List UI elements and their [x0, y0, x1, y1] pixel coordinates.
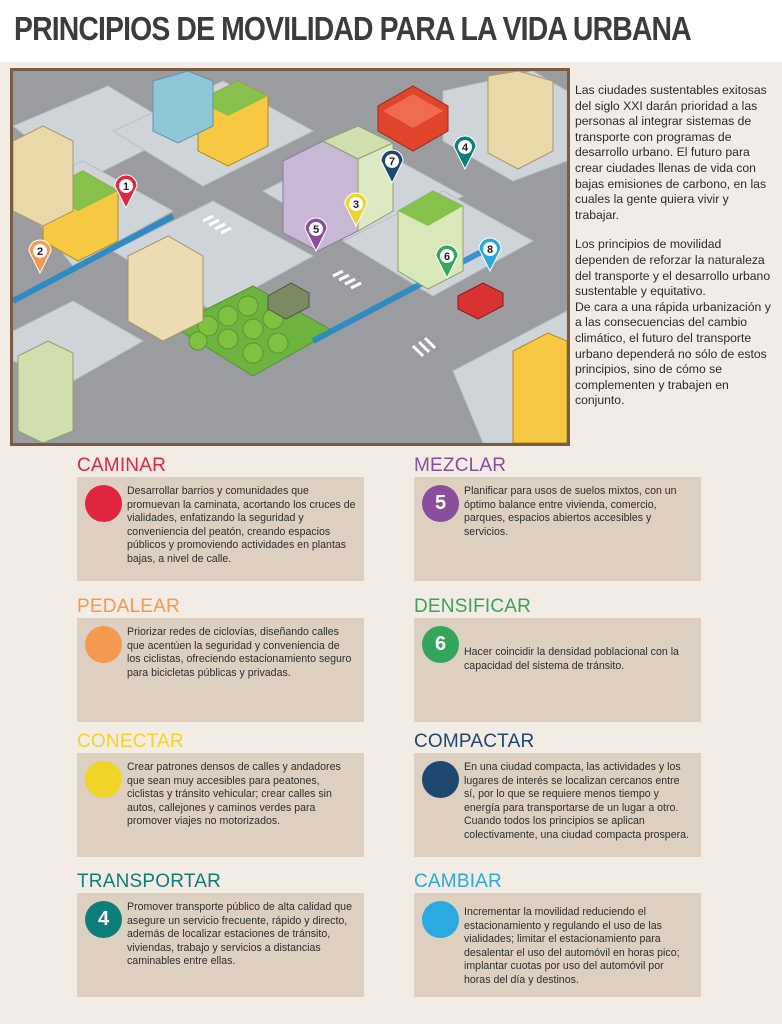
building [398, 191, 463, 289]
intro-text [575, 83, 775, 423]
principle-text: Hacer coincidir la densidad poblacional con la capacidad del sistema de tránsito. [464, 646, 679, 672]
principle-text: Desarrollar barrios y comunidades que promuevan la caminata, acortando los cruces de vialidades, enfatizando la seguridad y conveniencia del peatón, creando espacios públicos y promoviendo actividades en plantas bajas, a nivel de calle. [127, 485, 356, 565]
city-illustration [10, 68, 570, 446]
principle-text: Planificar para usos de suelos mixtos, con un óptimo balance entre vivienda, comercio, parques, espacios abiertos accesibles y servicios. [464, 485, 677, 538]
principle-title: TRANSPORTAR [77, 871, 222, 892]
principle-title: DENSIFICAR [414, 596, 532, 617]
principle-card [414, 477, 701, 581]
principle-badge [422, 901, 459, 938]
principle-title: MEZCLAR [414, 455, 507, 476]
principle-title: CONECTAR [77, 731, 184, 752]
marker-number: 5 [312, 224, 320, 236]
marker-number: 7 [388, 156, 396, 168]
page-title: PRINCIPIOS DE MOVILIDAD PARA LA VIDA URBANA [14, 10, 691, 47]
marker-number: 4 [461, 142, 469, 154]
building [488, 71, 553, 169]
marker-number: 6 [443, 251, 451, 263]
principle-badge [85, 761, 122, 798]
principle-title: CAMBIAR [414, 871, 502, 892]
principle-badge [85, 485, 122, 522]
intro-paragraph: De cara a una rápida urbanización y a las consecuencias del cambio climático, el futuro del transporte urbano dependerá no sólo de estos principios, sino de cómo se complementen y trabajen en conjunto. [575, 299, 771, 408]
principle-title: COMPACTAR [414, 731, 535, 752]
principle-badge: 4 [85, 901, 122, 938]
principle-card [414, 753, 701, 857]
marker-number: 1 [122, 181, 130, 193]
principle-text: Promover transporte público de alta calidad que asegure un servicio frecuente, rápido y directo, además de localizar estaciones de tránsito, viviendas, trabajo y servicios a distancias caminables entre ellas. [127, 901, 352, 968]
principle-title: CAMINAR [77, 455, 167, 476]
principle-card [77, 893, 364, 997]
principle-badge [422, 761, 459, 798]
intro-paragraph: Las ciudades sustentables exitosas del siglo XXI darán prioridad a las personas al integrar sistemas de transporte con programas de desarrollo urbano. El futuro para crear ciudades llenas de vida con bajas emisiones de carbono, en las cuales la gente quiera vivir y trabajar. [575, 83, 767, 222]
page-header [0, 0, 782, 62]
city-map-svg [13, 71, 567, 443]
marker-number: 8 [486, 244, 494, 256]
principle-card [414, 618, 701, 722]
principle-title: PEDALEAR [77, 596, 180, 617]
principle-card [77, 753, 364, 857]
building [128, 236, 203, 341]
principle-text: En una ciudad compacta, las actividades y los lugares de interés se localizan cercanos entre sí, por lo que se requiere menos tiempo y energía para transportarse de un lugar a otro. Cuando todos los principios se aplican colectivamente, una ciudad compacta prospera. [464, 761, 689, 841]
marker-number: 2 [36, 246, 44, 258]
principle-card [77, 477, 364, 581]
principle-card [414, 893, 701, 997]
principle-text: Incrementar la movilidad reduciendo el estacionamiento y regulando el uso de las vialidades; limitar el estacionamiento para desalentar el uso del automóvil en horas pico; implantar cuotas por uso del automóvil por horas del día y destinos. [464, 906, 680, 986]
principle-badge [85, 626, 122, 663]
building [13, 126, 73, 226]
principle-text: Crear patrones densos de calles y andadores que sean muy accesibles para peatones, ciclistas y tránsito vehicular; crear calles sin autos, callejones y caminos verdes para promover viajes no motorizados. [127, 761, 341, 828]
intro-paragraph: Los principios de movilidad dependen de reforzar la naturaleza del transporte y el desarrollo urbano sustentable y equitativo. [575, 237, 771, 299]
principle-badge: 6 [422, 626, 459, 663]
building [513, 333, 567, 443]
marker-number: 3 [352, 199, 360, 211]
principle-badge: 5 [422, 485, 459, 522]
building [18, 341, 73, 443]
principle-text: Priorizar redes de ciclovías, diseñando calles que acentúen la seguridad y conveniencia de los ciclistas, ofreciendo estacionamiento seguro para bicicletas públicas y privadas. [127, 626, 352, 679]
principle-card [77, 618, 364, 722]
